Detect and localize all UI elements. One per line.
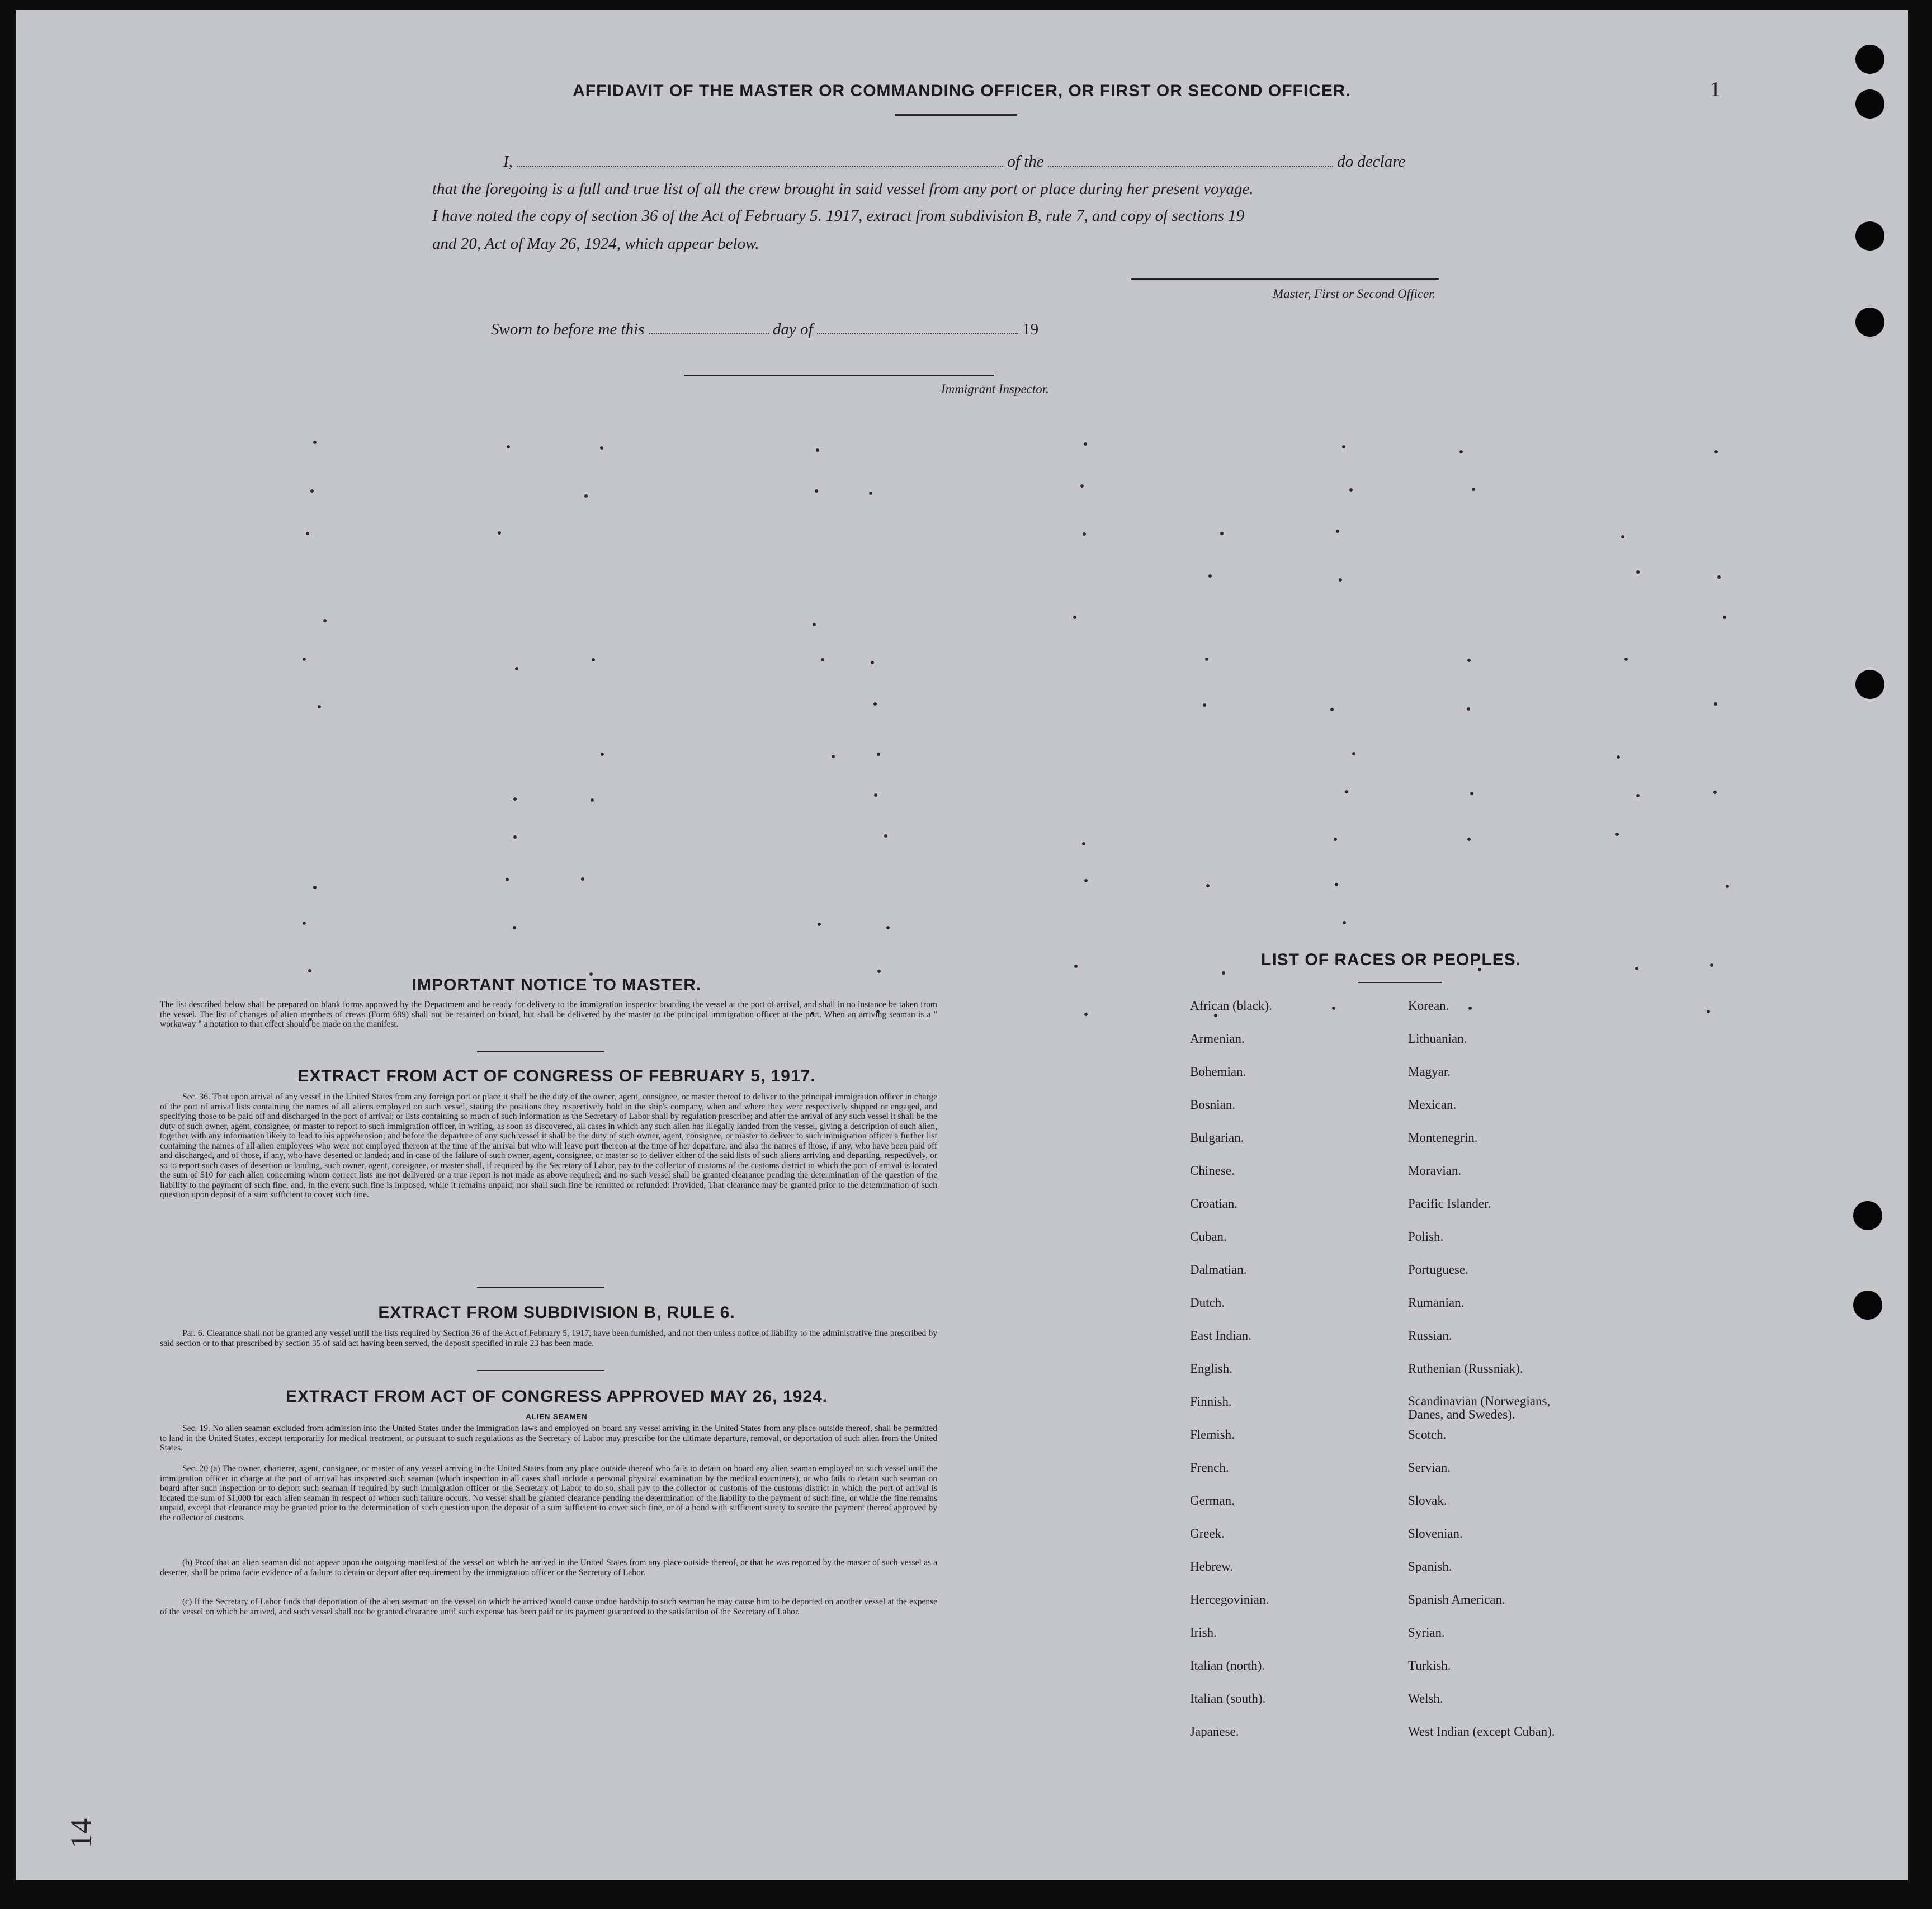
bleed-through-dot — [1206, 884, 1210, 887]
bleed-through-dot — [818, 923, 821, 926]
race-item: East Indian. — [1190, 1329, 1251, 1343]
race-item: Magyar. — [1408, 1065, 1451, 1079]
bleed-through-dot — [1073, 616, 1076, 619]
race-item: Irish. — [1190, 1626, 1217, 1639]
race-item: Servian. — [1408, 1461, 1451, 1475]
bleed-through-dot — [1084, 879, 1088, 882]
bleed-through-dot — [1345, 790, 1348, 793]
race-item: Turkish. — [1408, 1658, 1451, 1672]
race-item: Cuban. — [1190, 1230, 1227, 1244]
binder-hole-6 — [1853, 1201, 1882, 1230]
bleed-through-dot — [303, 658, 306, 661]
title-divider — [895, 114, 1017, 116]
race-item: Dalmatian. — [1190, 1263, 1247, 1277]
bleed-through-dot — [592, 658, 595, 661]
bleed-through-dot — [1203, 703, 1206, 707]
race-item: Spanish American. — [1408, 1593, 1505, 1606]
race-item: Ruthenian (Russniak). — [1408, 1362, 1523, 1376]
affidavit-line-4: and 20, Act of May 26, 1924, which appear below. — [432, 235, 759, 253]
sworn-line: Sworn to before me this day of 19 — [491, 320, 1039, 338]
race-item: Hercegovinian. — [1190, 1593, 1269, 1606]
notice-title: IMPORTANT NOTICE TO MASTER. — [412, 976, 702, 994]
section-20a-text: Sec. 20 (a) The owner, charterer, agent, consignee, or master of any vessel arriving in the United States from any place outside thereof who fails to detain on board any alien seaman employed on such vessel until the immigration officer in charge at the port of arrival has inspected such seaman (which inspection in all cases shall include a personal physical examination by the medical examiners), or who fails to detain such seaman on board after such inspection or to deport such seaman if required by such immigration officer or the Secretary of Labor to do so, shall pay to the collector of customs of the customs district in which the port of arrival is located the sum of $1,000 for each alien seaman in respect of whom such failure occurs. No vessel shall be granted clearance pending the determination of the liability to the payment of such fine, or while the fine remains unpaid, except that clearance may be granted prior to the determination of such question upon the deposit of a sum sufficient to cover such fine, or of a bond with sufficient surety to secure the payment thereof approved by the collector of customs. — [160, 1464, 937, 1523]
bleed-through-dot — [513, 835, 517, 839]
bleed-through-dot — [874, 793, 877, 797]
bleed-through-dot — [1335, 883, 1338, 886]
bleed-through-dot — [313, 441, 317, 444]
race-item: Finnish. — [1190, 1395, 1232, 1409]
bleed-through-dot — [581, 877, 584, 881]
bleed-through-dot — [1349, 488, 1353, 492]
binder-hole-2 — [1855, 89, 1884, 119]
bleed-through-dot — [1083, 532, 1086, 536]
bleed-through-dot — [1339, 578, 1342, 582]
race-item: French. — [1190, 1461, 1229, 1475]
bleed-through-dot — [884, 834, 887, 838]
race-item: Rumanian. — [1408, 1296, 1465, 1310]
bleed-through-dot — [1208, 574, 1212, 578]
bleed-through-dot — [1467, 707, 1470, 711]
bleed-through-dot — [1342, 445, 1345, 448]
bleed-through-dot — [1074, 965, 1078, 968]
race-item: Spanish. — [1408, 1560, 1452, 1573]
inspector-signature-line — [684, 375, 994, 376]
extract-1917-divider — [477, 1287, 604, 1288]
race-item: Montenegrin. — [1408, 1131, 1478, 1145]
bleed-through-dot — [1624, 658, 1628, 661]
race-item: Polish. — [1408, 1230, 1444, 1244]
bleed-through-dot — [1615, 833, 1619, 836]
bleed-through-dot — [1214, 1014, 1217, 1017]
bleed-through-dot — [323, 619, 327, 622]
bleed-through-dot — [1084, 1013, 1088, 1016]
page-number-mark: 1 — [1710, 78, 1721, 101]
bleed-through-dot — [1334, 838, 1337, 841]
bleed-through-dot — [1617, 755, 1620, 759]
race-item: Dutch. — [1190, 1296, 1225, 1310]
inspector-label: Immigrant Inspector. — [941, 382, 1049, 396]
bleed-through-dot — [513, 926, 516, 929]
race-item: African (black). — [1190, 999, 1272, 1013]
bleed-through-dot — [832, 755, 835, 758]
document-page — [16, 10, 1908, 1880]
race-item: Syrian. — [1408, 1626, 1445, 1639]
bleed-through-dot — [1714, 450, 1718, 453]
bleed-through-dot — [601, 753, 604, 756]
affidavit-title: AFFIDAVIT OF THE MASTER OR COMMANDING OFFICER, OR FIRST OR SECOND OFFICER. — [573, 82, 1351, 100]
race-item: West Indian (except Cuban). — [1408, 1724, 1555, 1738]
bleed-through-dot — [1220, 532, 1224, 535]
race-item: Flemish. — [1190, 1428, 1235, 1442]
race-item: Slovenian. — [1408, 1527, 1463, 1541]
race-item: Lithuanian. — [1408, 1032, 1467, 1046]
extract-1924-title: EXTRACT FROM ACT OF CONGRESS APPROVED MAY 26, 1924. — [286, 1387, 828, 1406]
bleed-through-dot — [1636, 570, 1640, 574]
race-item: German. — [1190, 1494, 1235, 1508]
race-item: Italian (north). — [1190, 1658, 1265, 1672]
race-item: Portuguese. — [1408, 1263, 1468, 1277]
bleed-through-dot — [507, 445, 510, 448]
race-item: Italian (south). — [1190, 1691, 1266, 1705]
bleed-through-dot — [1470, 792, 1473, 795]
race-item: Russian. — [1408, 1329, 1452, 1343]
race-item: Scotch. — [1408, 1428, 1447, 1442]
bleed-through-dot — [1707, 1010, 1710, 1013]
bleed-through-dot — [506, 878, 509, 881]
bleed-through-dot — [303, 922, 306, 925]
extract-1917-text: Sec. 36. That upon arrival of any vessel in the United States from any foreign port or place it shall be the duty of the owner, agent, consignee, or master thereof to deliver to the principal immigration officer in charge of the port of arrival lists containing the names of all aliens employed on such vessel, stating the positions they respectively hold in the ship's company, when and where they were respectively shipped or engaged, and specifying those to be paid off and discharged in the port of arrival; or lists containing so much of such information as the Secretary of Labor shall by regulation prescribe; and after the arrival of any such vessel it shall be the duty of such owner, agent, consignee, or master to report to such immigration officer, in writing, as soon as discovered, all cases in which any such alien has illegally landed from the vessel, giving a description of such alien, together with any information likely to lead to his apprehension; and before the departure of any such vessel it shall be the duty of such owner, agent, consignee, or master to deliver to such immigration officer a further list containing the names of all alien employees who were not employed thereon at the time of the arrival but who will leave port thereon at the time of her departure, and also the names of those, if any, who have been paid off and discharged, and of those, if any, who have deserted or landed; and in case of the failure of such owner, agent, consignee, or master so to deliver either of the said lists of such aliens arriving and departing, respectively, or so to report such cases of desertion or landing, such owner, agent, consignee, or master shall, if required by the Secretary of Labor, pay to the collector of customs of the customs district in which the port of arrival is located the sum of $10 for each alien concerning whom correct lists are not delivered or a true report is not made as above required; and no such vessel shall be granted clearance pending the determination of the question of the liability to the payment of such fine, and, in the event such fine is imposed, while it remains unpaid; nor shall such fine be remitted or refunded: Provided, That clearance may be granted prior to the determination of such question upon deposit of a sum sufficient to cover such fine. — [160, 1092, 937, 1199]
bleed-through-dot — [1082, 842, 1085, 845]
bleed-through-dot — [515, 667, 518, 670]
bleed-through-dot — [1467, 659, 1471, 662]
race-item: Hebrew. — [1190, 1560, 1234, 1573]
bleed-through-dot — [1468, 1007, 1472, 1010]
bleed-through-dot — [498, 531, 501, 535]
bleed-through-dot — [313, 886, 317, 889]
section-20b-text: (b) Proof that an alien seaman did not appear upon the outgoing manifest of the vessel on which he arrived in the United States from any place outside thereof, or that he was reported by the master of such vessel as a deserter, shall be prima facie evidence of a failure to detain or deport after requirement by the immigration officer or the Secretary of Labor. — [160, 1558, 937, 1577]
race-item: Chinese. — [1190, 1164, 1235, 1178]
bleed-through-dot — [1459, 450, 1463, 453]
signature-label: Master, First or Second Officer. — [1273, 287, 1436, 301]
affidavit-line-3: I have noted the copy of section 36 of the Act of February 5. 1917, extract from subdivision B, rule 7, and copy of sections 19 — [432, 207, 1245, 225]
binder-hole-7 — [1853, 1291, 1882, 1320]
race-item: English. — [1190, 1362, 1233, 1376]
bleed-through-dot — [1472, 488, 1475, 491]
bleed-through-dot — [1621, 535, 1624, 538]
races-title: LIST OF RACES OR PEOPLES. — [1261, 951, 1522, 969]
race-item: Scandinavian (Norwegians, Danes, and Swedes). — [1408, 1394, 1551, 1421]
notice-divider — [477, 1051, 604, 1052]
bleed-through-dot — [306, 532, 309, 535]
bleed-through-dot — [513, 797, 517, 801]
race-item: Armenian. — [1190, 1032, 1245, 1046]
races-divider — [1358, 982, 1442, 983]
bleed-through-dot — [1330, 708, 1334, 711]
binder-hole-5 — [1855, 670, 1884, 699]
bleed-through-dot — [591, 798, 594, 802]
race-item: Slovak. — [1408, 1494, 1447, 1508]
race-item: Moravian. — [1408, 1164, 1462, 1178]
subdivision-title: EXTRACT FROM SUBDIVISION B, RULE 6. — [378, 1303, 735, 1322]
bleed-through-dot — [1635, 967, 1638, 970]
section-19-text: Sec. 19. No alien seaman excluded from admission into the United States under the immigration laws and employed on board any vessel arriving in the United States from any place outside thereof, shall be permitted to land in the United States, except temporarily for medical treatment, or pursuant to such regulations as the Secretary of Labor may prescribe for the ultimate departure, removal, or deportation of such alien from the United States. — [160, 1424, 937, 1453]
race-item: Bohemian. — [1190, 1065, 1246, 1079]
affidavit-line-2: that the foregoing is a full and true list of all the crew brought in said vessel from any port or place during her present voyage. — [432, 180, 1254, 198]
bleed-through-dot — [310, 489, 314, 493]
bleed-through-dot — [815, 489, 818, 493]
bleed-through-dot — [1636, 794, 1640, 797]
affidavit-line-1: I, of the do declare — [503, 153, 1406, 171]
bleed-through-dot — [877, 753, 880, 756]
bleed-through-dot — [1723, 616, 1726, 619]
bleed-through-dot — [869, 492, 872, 495]
bleed-through-dot — [1713, 791, 1717, 794]
handwritten-folio-mark: 14 — [64, 1818, 98, 1849]
bleed-through-dot — [1336, 530, 1339, 533]
bleed-through-dot — [816, 448, 819, 452]
bleed-through-dot — [1710, 963, 1713, 967]
signature-line — [1131, 278, 1439, 280]
bleed-through-dot — [1080, 484, 1084, 488]
bleed-through-dot — [1332, 1007, 1335, 1010]
bleed-through-dot — [1714, 702, 1717, 706]
bleed-through-dot — [308, 969, 311, 972]
bleed-through-dot — [813, 623, 816, 626]
bleed-through-dot — [1352, 752, 1355, 755]
bleed-through-dot — [584, 494, 588, 498]
bleed-through-dot — [871, 661, 874, 664]
bleed-through-dot — [886, 926, 890, 929]
bleed-through-dot — [1205, 658, 1208, 661]
bleed-through-dot — [1084, 442, 1087, 446]
race-item: Welsh. — [1408, 1691, 1443, 1705]
notice-text: The list described below shall be prepared on blank forms approved by the Department and be ready for delivery to the immigration inspector boarding the vessel at the port of arrival, and shall in no instance be taken from the vessel. The list of changes of alien members of crews (Form 689) shall not be retained on board, but shall be delivered by the master to the principal immigration officer at the port. When an arriving seaman is a " workaway " a notation to that effect should be made on the manifest. — [160, 1000, 937, 1029]
bleed-through-dot — [318, 705, 321, 708]
extract-1917-title: EXTRACT FROM ACT OF CONGRESS OF FEBRUARY 5, 1917. — [297, 1067, 816, 1085]
race-item: Japanese. — [1190, 1724, 1239, 1738]
subdivision-divider — [477, 1370, 604, 1371]
bleed-through-dot — [1343, 921, 1346, 924]
bleed-through-dot — [873, 702, 877, 706]
bleed-through-dot — [821, 658, 824, 661]
bleed-through-dot — [1726, 885, 1729, 888]
race-item: Mexican. — [1408, 1098, 1457, 1112]
race-item: Pacific Islander. — [1408, 1197, 1491, 1211]
bleed-through-dot — [877, 970, 881, 973]
bleed-through-dot — [600, 446, 603, 450]
race-item: Greek. — [1190, 1527, 1225, 1541]
binder-hole-3 — [1855, 221, 1884, 251]
race-item: Bosnian. — [1190, 1098, 1236, 1112]
bleed-through-dot — [1222, 971, 1225, 975]
race-item: Croatian. — [1190, 1197, 1237, 1211]
race-item: Bulgarian. — [1190, 1131, 1244, 1145]
bleed-through-dot — [1467, 838, 1471, 841]
binder-hole-1 — [1855, 45, 1884, 74]
alien-seamen-subtitle: ALIEN SEAMEN — [526, 1412, 588, 1421]
binder-hole-4 — [1855, 308, 1884, 337]
section-20c-text: (c) If the Secretary of Labor finds that deportation of the alien seaman on the vessel on which he arrived would cause undue hardship to such seaman he may cause him to be deported on another vessel at the expense of the vessel on which he arrived, and such vessel shall not be granted clearance until such expense has been paid or its payment guaranteed to the satisfaction of the Secretary of Labor. — [160, 1597, 937, 1617]
race-item: Korean. — [1408, 999, 1449, 1013]
bleed-through-dot — [1717, 575, 1721, 579]
subdivision-text: Par. 6. Clearance shall not be granted any vessel until the lists required by Section 36 of the Act of February 5, 1917, have been furnished, and not then unless notice of liability to the administrative fine prescribed by said section or to that prescribed by section 35 of said act having been served, the deposit specified in rule 23 has been made. — [160, 1329, 937, 1348]
